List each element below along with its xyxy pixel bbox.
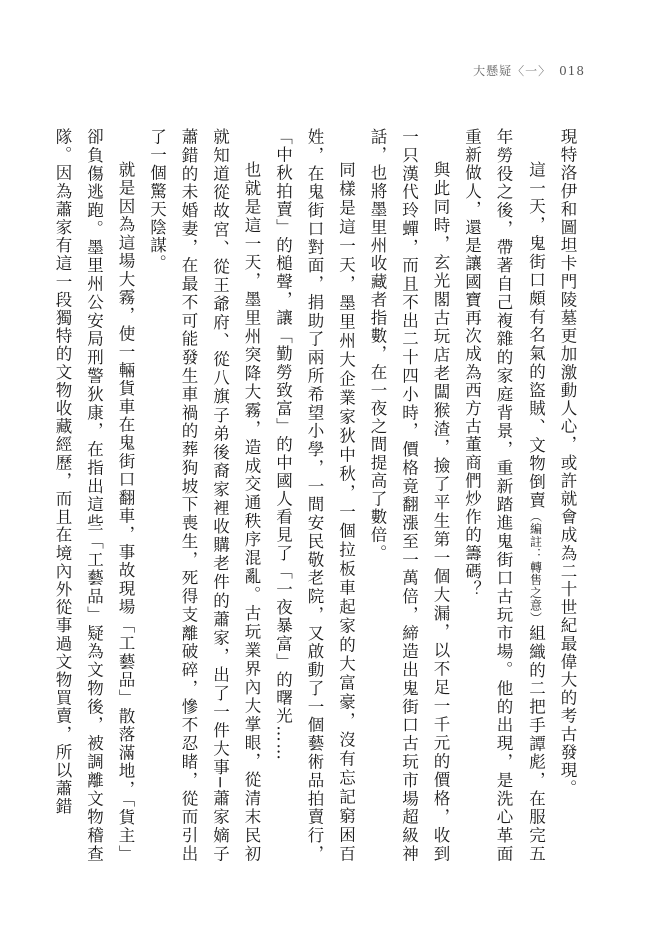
paragraph-6: 就是因為這場大霧，使一輛貨車在鬼街口翻車，事故現場「工藝品」散落滿地，「貨主」卻負傷逃跑。墨里州公安局刑警狄康，在指出這些「工藝品」疑為文物後，被調離文物稽查隊。因為蕭家有這一段獨特的文物收藏經歷，而且在境內外從事過文物買賣，所以蕭錯 [53,128,135,863]
paragraph-1: 現特洛伊和圖坦卡門陵墓更加激動人心，或許就會成為二十世紀最偉大的考古發現。 [558,128,577,798]
running-header [473,62,585,79]
paragraph-4: 同樣是這一天，墨里州大企業家狄中秋，一個拉板車起家的大富豪，沒有忘記窮困百姓，在鬼街口對面，捐助了兩所希望小學，一間安民敬老院，又啟動了一個藝術品拍賣行，「中秋拍賣」的槌聲，讓「勤勞致富」的中國人看見了「一夜暴富」的曙光…… [273,128,356,863]
paragraph-2-text-a: 這一天，鬼街口頗有名氣的盜賊、文物倒賣 [526,161,546,510]
editor-note: （編註：轉售之意） [528,509,543,625]
paragraph-2-text-b: 組織的二把手譚彪，在服完五年勞役之後，帶著自己複雜的家庭背景，重新踏進鬼街口古玩市場。他的出現，是洗心革面重新做人，還是讓國寶再次成為西方古董商們炒作的籌碼？ [462,128,546,864]
paragraph-5: 也就是這一天，墨里州突降大霧，造成交通秩序混亂。古玩業界內大掌眼，從清末民初就知道從故宮、從王爺府、從八旗子弟後裔家裡收購老件的蕭家，出了一件大事─蕭家嫡子蕭錯的未婚妻，在最不可能發生車禍的葬狗坡下喪生，死得支離破碎，慘不忍睹，從而引出了一個驚天陰謀。 [147,128,261,863]
vertical-body-text [53,128,583,864]
page-number: 018 [559,64,585,78]
paragraph-2 [456,128,552,863]
paragraph-3: 與此同時，玄光閣古玩店老闆猴渣，撿了平生第一個大漏，以不足一千元的價格，收到一只漢代玲蟬，而且不出二十四小時，價格竟翻漲至一萬倍，締造出鬼街口古玩市場超級神話，也將墨里州收藏者指數，在一夜之間提高了數倍。 [368,128,450,863]
running-header-title: 大懸疑〈一〉 [473,64,552,78]
